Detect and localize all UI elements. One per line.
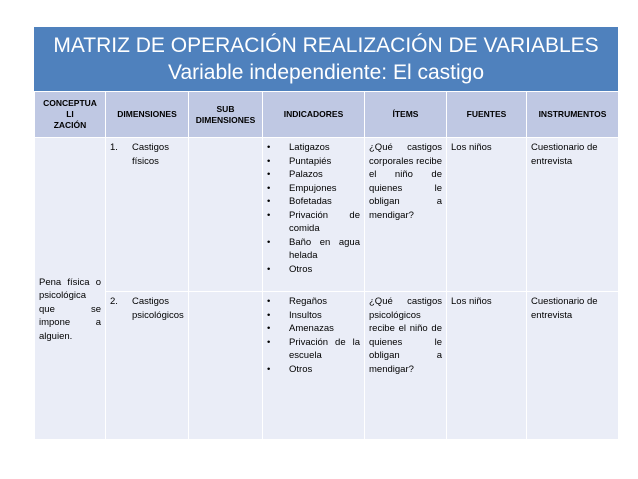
bullet-icon: •: [267, 236, 271, 248]
header-fuentes: FUENTES: [447, 92, 527, 138]
header-row: [35, 92, 619, 138]
bullet-icon: •: [267, 363, 271, 375]
header-subdimensiones-line2: DIMENSIONES: [195, 114, 256, 125]
instrument-cell: Cuestionario de entrevista: [527, 138, 619, 292]
list-item: [267, 336, 360, 363]
indicator-label: Latigazos: [289, 142, 330, 153]
indicator-label: Regaños: [289, 296, 328, 307]
list-item: [267, 263, 360, 277]
dimension-cell: [106, 138, 189, 292]
page-subtitle: Variable independiente: El castigo: [168, 61, 484, 84]
indicator-label: Otros: [289, 263, 313, 275]
indicator-label: Bofetadas: [289, 196, 332, 207]
indicator-label: Baño en agua helada: [289, 236, 360, 261]
list-item: [267, 295, 360, 309]
subdimension-cell: [189, 138, 263, 292]
dimension-label: Castigos físicos: [132, 142, 169, 167]
list-item: [267, 363, 360, 377]
indicators-cell: [263, 292, 365, 440]
bullet-icon: •: [267, 209, 271, 221]
bullet-icon: •: [267, 323, 271, 334]
bullet-icon: •: [267, 182, 271, 194]
indicator-label: Otros: [289, 363, 313, 375]
header-subdimensiones-line1: SUB: [216, 103, 235, 114]
list-item: [267, 195, 360, 209]
header-indicadores: INDICADORES: [263, 92, 365, 138]
indicator-label: Empujones: [289, 182, 337, 194]
bullet-icon: •: [267, 296, 271, 307]
bullet-icon: •: [267, 263, 271, 275]
dimension-number: 1.: [110, 142, 118, 153]
header-conceptualizacion: [35, 92, 106, 138]
bullet-icon: •: [267, 309, 271, 321]
operationalization-matrix: [34, 91, 619, 440]
table-row: [35, 292, 619, 440]
list-item: [267, 155, 360, 169]
header-conceptualizacion-line2: LI: [66, 109, 74, 119]
list-item: [267, 236, 360, 263]
dimension-label: Castigos psicológicos: [132, 296, 184, 321]
page-title: MATRIZ DE OPERACIÓN REALIZACIÓN DE VARIABLES: [53, 34, 599, 57]
header-instrumentos: INSTRUMENTOS: [527, 92, 619, 138]
indicators-cell: [263, 138, 365, 292]
table-row: [35, 138, 619, 292]
item-cell: ¿Qué castigos corporales recibe el niño de quienes le obligan a mendigar?: [365, 138, 447, 292]
indicator-label: Amenazas: [289, 323, 334, 334]
bullet-icon: •: [267, 336, 271, 348]
bullet-icon: •: [267, 142, 271, 153]
list-item: [267, 141, 360, 155]
indicator-list: [267, 295, 360, 376]
indicator-label: Privación de comida: [289, 209, 360, 234]
dimension-number: 2.: [110, 296, 118, 307]
source-cell: Los niños: [447, 138, 527, 292]
indicator-list: [267, 141, 360, 276]
bullet-icon: •: [267, 169, 271, 180]
subdimension-cell: [189, 292, 263, 440]
list-item: [267, 309, 360, 323]
list-item: [267, 182, 360, 196]
list-item: [267, 322, 360, 336]
instrument-cell: Cuestionario de entrevista: [527, 292, 619, 440]
indicator-label: Privación de la escuela: [289, 336, 360, 361]
source-cell: Los niños: [447, 292, 527, 440]
bullet-icon: •: [267, 155, 271, 167]
indicator-label: Puntapiés: [289, 155, 332, 167]
header-subdimensiones: [189, 92, 263, 138]
title-banner: [34, 27, 618, 91]
conceptualizacion-cell: [35, 138, 106, 440]
conceptualizacion-text: Pena física o psicológica que se impone a alguien.: [39, 276, 101, 342]
dimension-cell: [106, 292, 189, 440]
header-conceptualizacion-line1: CONCEPTUA: [43, 98, 97, 108]
list-item: [267, 209, 360, 236]
item-cell: ¿Qué castigos psicológicos recibe el niño de quienes le obligan a mendigar?: [365, 292, 447, 440]
header-conceptualizacion-line3: ZACIÓN: [53, 120, 87, 130]
header-items: ÍTEMS: [365, 92, 447, 138]
indicator-label: Palazos: [289, 169, 323, 180]
list-item: [267, 168, 360, 182]
indicator-label: Insultos: [289, 309, 322, 321]
bullet-icon: •: [267, 196, 271, 207]
header-dimensiones: DIMENSIONES: [106, 92, 189, 138]
